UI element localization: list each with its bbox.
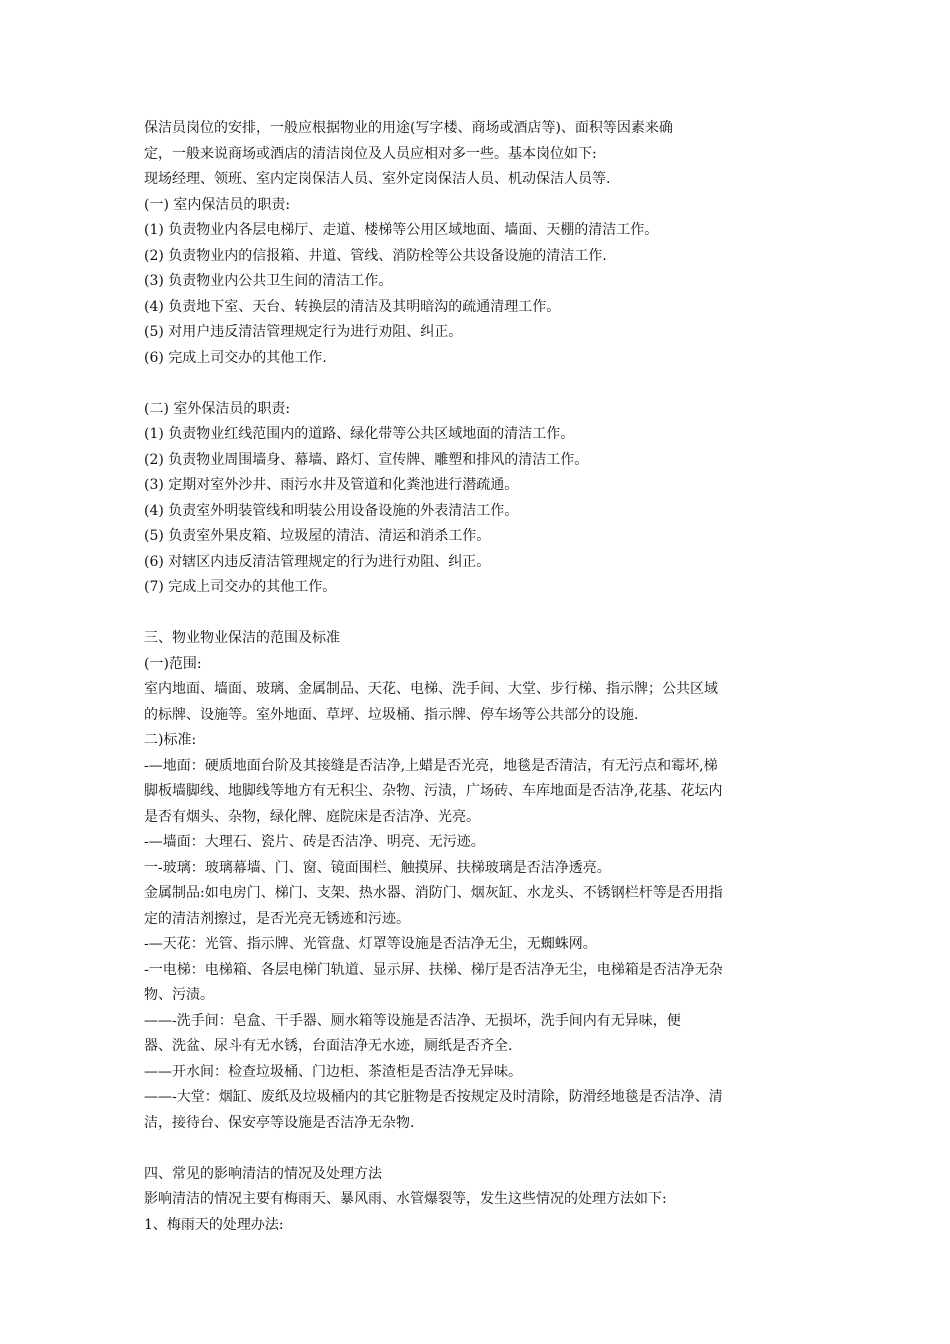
list-item: (4) 负责室外明装管线和明装公用设备设施的外表清洁工作。	[144, 502, 519, 519]
blank-line	[144, 371, 814, 397]
text-line: 1、梅雨天的处理办法:	[144, 1216, 284, 1233]
list-item: (3) 定期对室外沙井、雨污水井及管道和化粪池进行潜疏通。	[144, 477, 519, 493]
text-line: 金属制品:如电房门、梯门、支架、热水器、消防门、烟灰缸、水龙头、不锈钢栏杆等是否用指	[144, 885, 723, 901]
text-line: 定，一般来说商场或酒店的清洁岗位及人员应相对多一些。基本岗位如下:	[144, 145, 597, 162]
list-item: (6) 对辖区内违反清洁管理规定的行为进行劝阻、纠正。	[144, 553, 491, 570]
list-item: (1) 负责物业红线范围内的道路、绿化带等公共区域地面的清洁工作。	[144, 426, 575, 442]
list-item: (2) 负责物业内的信报箱、井道、管线、消防栓等公共设备设施的清洁工作.	[144, 247, 607, 264]
blank-line	[144, 601, 814, 627]
text-line: 现场经理、领班、室内定岗保洁人员、室外定岗保洁人员、机动保洁人员等.	[144, 171, 611, 187]
list-item: (4) 负责地下室、天台、转换层的清洁及其明暗沟的疏通清理工作。	[144, 298, 561, 315]
text-line: 一-玻璃：玻璃幕墙、门、窗、镜面围栏、触摸屏、扶梯玻璃是否洁净透亮。	[144, 859, 611, 876]
text-line: ——开水间：检查垃圾桶、门边柜、茶渣柜是否洁净无异味。	[144, 1063, 522, 1080]
list-item: (3) 负责物业内公共卫生间的清洁工作。	[144, 273, 393, 289]
section-heading-situations: 四、常见的影响清洁的情况及处理方法	[144, 1165, 382, 1182]
text-line: ——-洗手间：皂盒、干手器、厕水箱等设施是否洁净、无损坏，洗手间内有无异味，便	[144, 1012, 681, 1029]
document-page	[144, 116, 814, 1238]
section-heading-outdoor: (二) 室外保洁员的职责:	[144, 400, 291, 417]
text-line: 定的清洁剂擦过，是否光亮无锈迹和污迹。	[144, 910, 410, 927]
section-heading-scope: 三、物业物业保洁的范围及标准	[144, 630, 340, 646]
list-item: (1) 负责物业内各层电梯厅、走道、楼梯等公用区域地面、墙面、天棚的清洁工作。	[144, 222, 659, 238]
list-item: (2) 负责物业周围墙身、幕墙、路灯、宣传牌、雕塑和排风的清洁工作。	[144, 451, 589, 468]
text-line: ——-大堂：烟缸、废纸及垃圾桶内的其它脏物是否按规定及时清除，防滑经地毯是否洁净、清	[144, 1089, 723, 1105]
text-line: 的标牌、设施等。室外地面、草坪、垃圾桶、指示牌、停车场等公共部分的设施.	[144, 706, 639, 723]
blank-line	[144, 1136, 814, 1162]
list-item: (7) 完成上司交办的其他工作。	[144, 579, 337, 595]
text-line: 保洁员岗位的安排，一般应根据物业的用途(写字楼、商场或酒店等)、面积等因素来确	[144, 120, 673, 136]
text-line: 室内地面、墙面、玻璃、金属制品、天花、电梯、洗手间、大堂、步行梯、指示牌；公共区域	[144, 681, 718, 697]
text-line: 是否有烟头、杂物，绿化牌、庭院床是否洁净、光亮。	[144, 808, 480, 825]
list-item: (5) 对用户违反清洁管理规定行为进行劝阻、纠正。	[144, 324, 463, 340]
text-line: 脚板墙脚线、地脚线等地方有无积尘、杂物、污渍，广场砖、车库地面是否洁净,花基、花坛内	[144, 783, 723, 799]
list-item: (5) 负责室外果皮箱、垃圾屋的清洁、清运和消杀工作。	[144, 528, 491, 544]
text-line: -一电梯：电梯箱、各层电梯门轨道、显示屏、扶梯、梯厅是否洁净无尘，电梯箱是否洁净无杂	[144, 961, 723, 978]
section-heading-indoor: (一) 室内保洁员的职责:	[144, 196, 291, 213]
text-line: 物、污渍。	[144, 987, 214, 1003]
text-line: -—天花：光管、指示牌、光管盘、灯罩等设施是否洁净无尘，无蜘蛛网。	[144, 936, 597, 952]
subheading-range: (一)范围:	[144, 655, 202, 672]
subheading-standard: 二)标准:	[144, 732, 197, 748]
text-line: -—地面：硬质地面台阶及其接缝是否洁净,上蜡是否光亮，地毯是否清洁，有无污点和霉坏,梯	[144, 757, 718, 774]
text-line: 器、洗盆、尿斗有无水锈，台面洁净无水迹，厕纸是否齐全.	[144, 1038, 513, 1054]
list-item: (6) 完成上司交办的其他工作.	[144, 349, 327, 366]
text-line: 洁，接待台、保安亭等设施是否洁净无杂物.	[144, 1114, 415, 1131]
text-line: 影响清洁的情况主要有梅雨天、暴风雨、水管爆裂等，发生这些情况的处理方法如下:	[144, 1191, 667, 1207]
text-line: -—墙面：大理石、瓷片、砖是否洁净、明亮、无污迹。	[144, 834, 485, 850]
